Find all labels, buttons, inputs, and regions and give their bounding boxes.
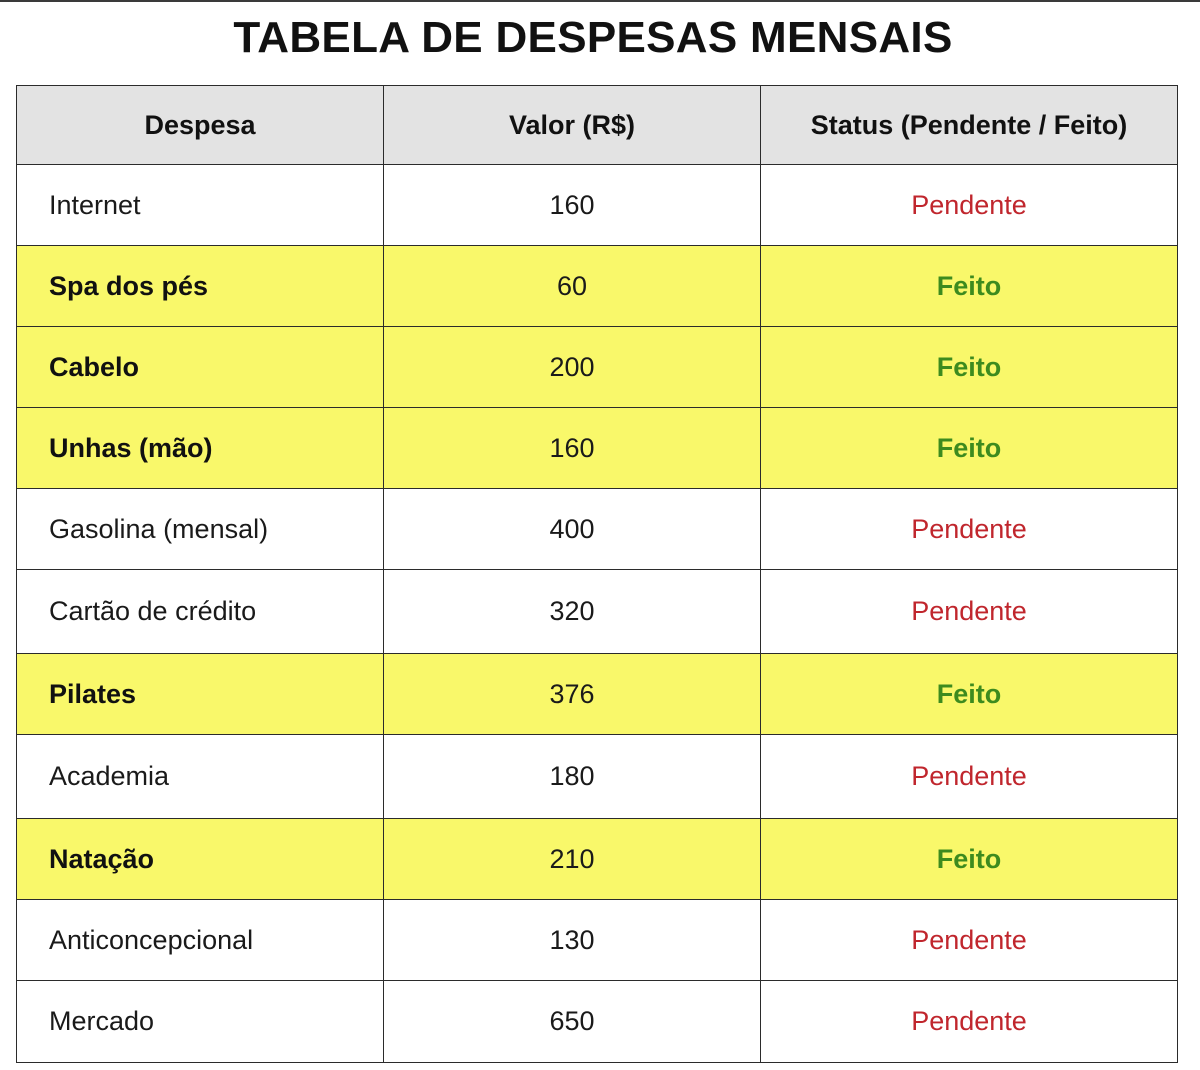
expense-value-cell: 200: [384, 327, 761, 408]
expense-name-cell: Spa dos pés: [17, 246, 384, 327]
expense-value-cell: 320: [384, 570, 761, 654]
expense-value-cell: 60: [384, 246, 761, 327]
table-row: [17, 981, 1178, 1063]
table-row: [17, 735, 1178, 819]
expense-value-cell: 400: [384, 489, 761, 570]
expense-name-cell: Internet: [17, 165, 384, 246]
expense-name-cell: Cabelo: [17, 327, 384, 408]
expense-name-cell: Mercado: [17, 981, 384, 1063]
expense-value-cell: 180: [384, 735, 761, 819]
table-header-row: [17, 86, 1178, 165]
table-row: [17, 408, 1178, 489]
table-row: [17, 900, 1178, 981]
expense-status-cell: Pendente: [761, 570, 1178, 654]
expense-name-cell: Anticoncepcional: [17, 900, 384, 981]
table-row: [17, 165, 1178, 246]
expense-value-cell: 210: [384, 819, 761, 900]
expense-value-cell: 650: [384, 981, 761, 1063]
expense-status-cell: Pendente: [761, 900, 1178, 981]
expense-name-cell: Pilates: [17, 654, 384, 735]
expense-status-cell: Pendente: [761, 165, 1178, 246]
expense-value-cell: 376: [384, 654, 761, 735]
expense-name-cell: Cartão de crédito: [17, 570, 384, 654]
expense-name-cell: Academia: [17, 735, 384, 819]
table-row: [17, 654, 1178, 735]
expense-status-cell: Pendente: [761, 489, 1178, 570]
expense-status-cell: Feito: [761, 246, 1178, 327]
table-row: [17, 819, 1178, 900]
top-divider: [0, 0, 1200, 2]
expense-name-cell: Unhas (mão): [17, 408, 384, 489]
expense-value-cell: 160: [384, 165, 761, 246]
table-row: [17, 327, 1178, 408]
expenses-table: [16, 85, 1178, 1063]
expense-value-cell: 160: [384, 408, 761, 489]
expense-status-cell: Feito: [761, 408, 1178, 489]
column-header-expense: Despesa: [17, 86, 384, 165]
expense-status-cell: Feito: [761, 654, 1178, 735]
expense-status-cell: Pendente: [761, 735, 1178, 819]
page-title: TABELA DE DESPESAS MENSAIS: [233, 13, 953, 62]
column-header-value: Valor (R$): [384, 86, 761, 165]
expense-status-cell: Feito: [761, 327, 1178, 408]
expense-status-cell: Pendente: [761, 981, 1178, 1063]
table-row: [17, 570, 1178, 654]
expense-name-cell: Gasolina (mensal): [17, 489, 384, 570]
expense-name-cell: Natação: [17, 819, 384, 900]
table-row: [17, 489, 1178, 570]
column-header-status: Status (Pendente / Feito): [761, 86, 1178, 165]
expense-status-cell: Feito: [761, 819, 1178, 900]
expense-value-cell: 130: [384, 900, 761, 981]
table-row: [17, 246, 1178, 327]
